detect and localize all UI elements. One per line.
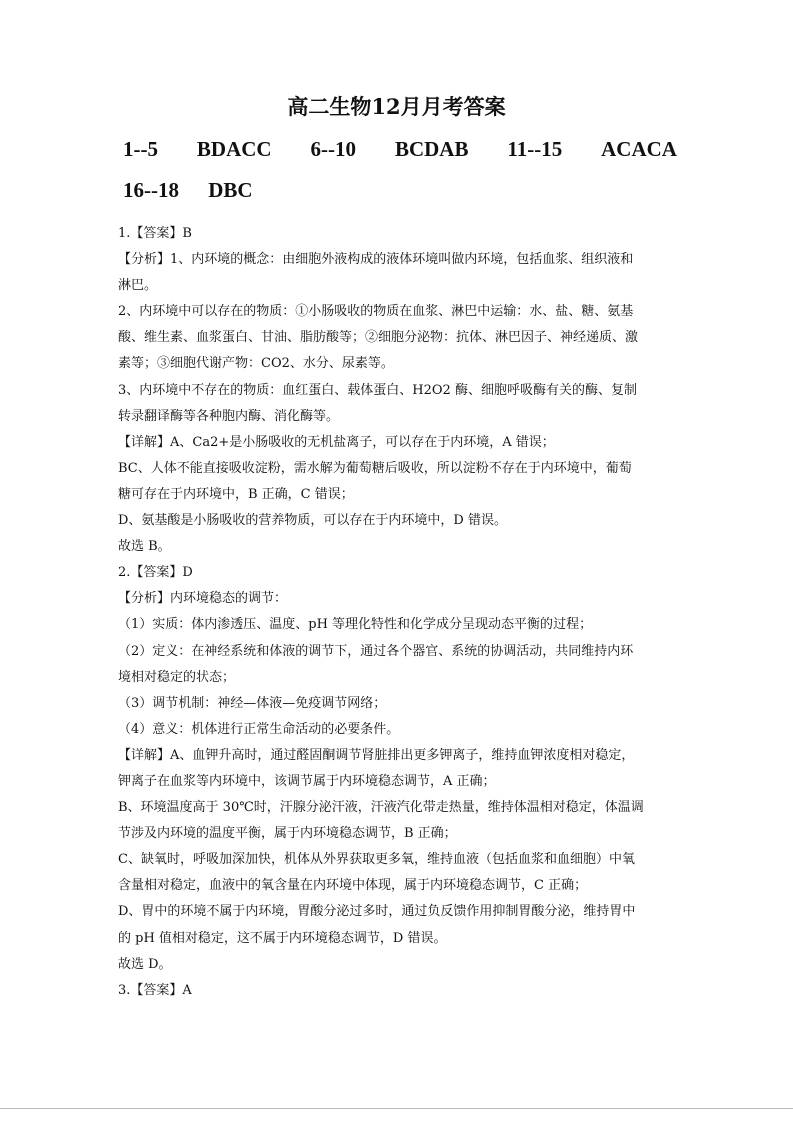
text-line: 的 pH 值相对稳定，这不属于内环境稳态调节，D 错误。 bbox=[118, 930, 447, 946]
text-line: （2）定义：在神经系统和体液的调节下，通过各个器官、系统的协调活动，共同维持内环 bbox=[118, 643, 634, 659]
text-line: 节涉及内环境的温度平衡，属于内环境稳态调节，B 正确； bbox=[118, 826, 457, 842]
answer-range: 11--15 bbox=[507, 137, 563, 161]
text-line: 淋巴。 bbox=[118, 278, 158, 294]
text-line: 糖可存在于内环境中，B 正确，C 错误； bbox=[118, 486, 354, 502]
answer-letters: ACACA bbox=[601, 137, 677, 161]
answer-range: 6--10 bbox=[310, 137, 357, 161]
answer-letters: BCDAB bbox=[394, 137, 469, 161]
text-line: 故选 D。 bbox=[118, 956, 172, 972]
text-line: D、氨基酸是小肠吸收的营养物质，可以存在于内环境中，D 错误。 bbox=[118, 513, 507, 529]
text-line: 3、内环境中不存在的物质：血红蛋白、载体蛋白、H2O2 酶、细胞呼吸酶有关的酶、复制 bbox=[118, 382, 637, 398]
text-line: 转录翻译酶等各种胞内酶、消化酶等。 bbox=[118, 408, 340, 424]
page-bottom-divider bbox=[0, 1108, 793, 1109]
text-line: 【详解】A、Ca2+是小肠吸收的无机盐离子，可以存在于内环境，A 错误； bbox=[118, 434, 555, 450]
text-line: 【分析】1、内环境的概念：由细胞外液构成的液体环境叫做内环境，包括血浆、组织液和 bbox=[118, 252, 634, 268]
text-line: （4）意义：机体进行正常生命活动的必要条件。 bbox=[118, 721, 400, 737]
text-line: 钾离子在血浆等内环境中，该调节属于内环境稳态调节，A 正确； bbox=[118, 773, 496, 789]
answer-range: 1--5 bbox=[123, 137, 158, 161]
text-line: 故选 B。 bbox=[118, 539, 171, 555]
text-line: 【详解】A、血钾升高时，通过醛固酮调节肾脏排出更多钾离子，维持血钾浓度相对稳定， bbox=[118, 747, 635, 763]
text-line: 酸、维生素、血浆蛋白、甘油、脂肪酸等；②细胞分泌物：抗体、淋巴因子、神经递质、激 bbox=[118, 330, 639, 346]
text-line: （3）调节机制：神经—体液—免疫调节网络； bbox=[118, 695, 387, 711]
answer-letters: DBC bbox=[208, 178, 253, 202]
text-line: 含量相对稳定，血液中的氧含量在内环境中体现，属于内环境稳态调节，C 正确； bbox=[118, 878, 588, 894]
text-line: BC、人体不能直接吸收淀粉，需水解为葡萄糖后吸收，所以淀粉不存在于内环境中，葡萄 bbox=[118, 460, 632, 476]
text-line: 1.【答案】B bbox=[118, 226, 192, 241]
answer-letters: BDACC bbox=[196, 137, 272, 161]
text-line: B、环境温度高于 30℃时，汗腺分泌汗液，汗液汽化带走热量，维持体温相对稳定，体温调 bbox=[118, 800, 644, 816]
text-line: 【分析】内环境稳态的调节： bbox=[118, 591, 288, 607]
text-line: D、胃中的环境不属于内环境，胃酸分泌过多时，通过负反馈作用抑制胃酸分泌，维持胃中 bbox=[118, 904, 636, 920]
text-line: （1）实质：体内渗透压、温度、pH 等理化特性和化学成分呈现动态平衡的过程； bbox=[118, 617, 593, 633]
explanation-body bbox=[118, 221, 678, 1004]
answer-key-row-2 bbox=[123, 175, 677, 205]
text-line: 2.【答案】D bbox=[118, 565, 193, 581]
text-line: 素等；③细胞代谢产物：CO2、水分、尿素等。 bbox=[118, 356, 394, 372]
text-line: 3.【答案】A bbox=[118, 982, 192, 998]
text-line: C、缺氧时，呼吸加深加快，机体从外界获取更多氧，维持血液（包括血浆和血细胞）中氧 bbox=[118, 852, 635, 868]
answer-key-row-1 bbox=[123, 134, 677, 164]
text-line: 境相对稳定的状态； bbox=[118, 669, 236, 685]
answer-range: 16--18 bbox=[123, 178, 179, 202]
text-line: 2、内环境中可以存在的物质：①小肠吸收的物质在血浆、淋巴中运输：水、盐、糖、氨基 bbox=[118, 304, 634, 320]
page-title: 高二生物12月月考答案 bbox=[287, 94, 506, 119]
